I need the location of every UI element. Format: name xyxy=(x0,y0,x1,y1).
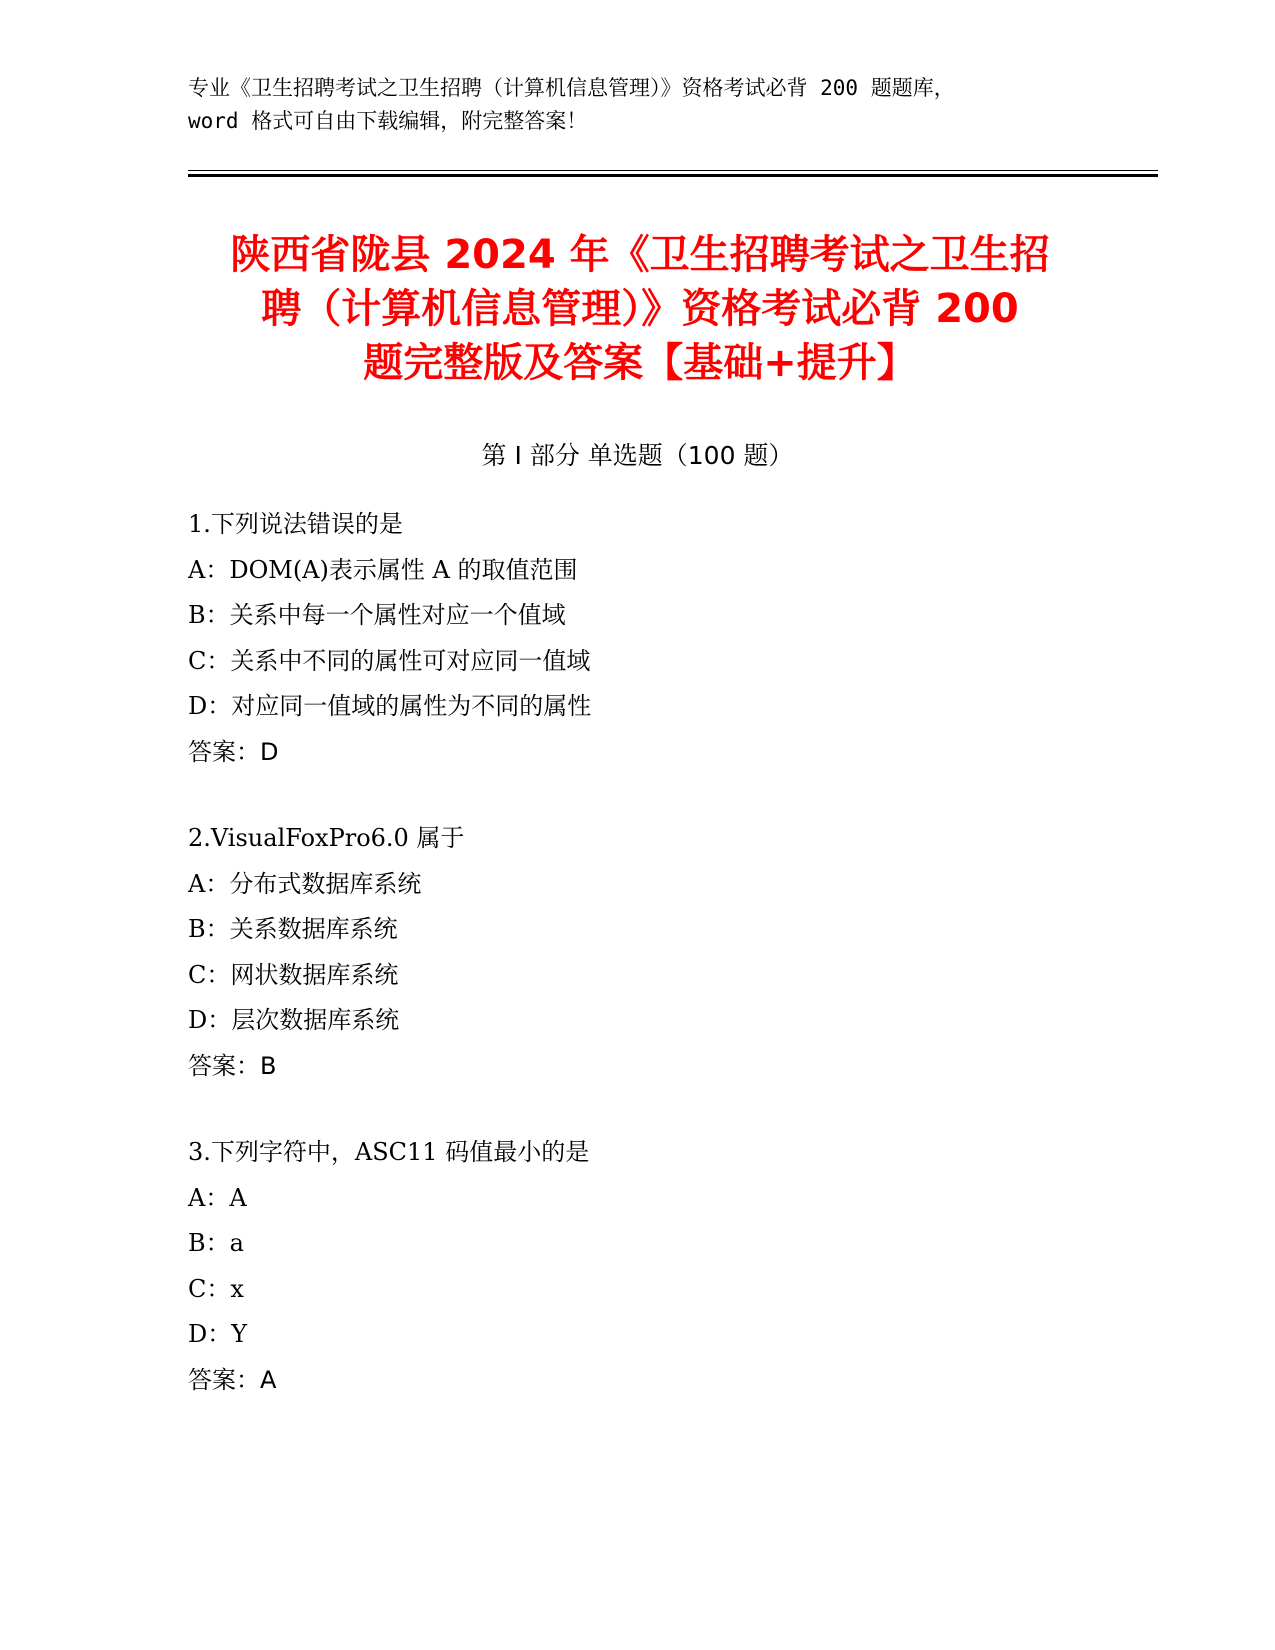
header-note xyxy=(188,72,1088,138)
section-title: 第 I 部分 单选题（100 题） xyxy=(481,441,794,470)
option-d: D：层次数据库系统 xyxy=(188,1006,400,1034)
header-note-line-2: word 格式可自由下载编辑，附完整答案！ xyxy=(188,109,588,133)
header-divider-top xyxy=(188,170,1158,171)
question-stem: 2.VisualFoxPro6.0 属于 xyxy=(188,824,465,852)
option-d: D：Y xyxy=(188,1320,248,1348)
question-stem: 1.下列说法错误的是 xyxy=(188,510,403,538)
question-1 xyxy=(188,502,1088,775)
option-a: A：DOM(A)表示属性 A 的取值范围 xyxy=(188,555,578,584)
document-title-line-2: 聘（计算机信息管理）》资格考试必背 200 xyxy=(261,286,1019,332)
question-3 xyxy=(188,1130,1088,1403)
option-d: D：对应同一值域的属性为不同的属性 xyxy=(188,692,592,720)
option-c: C：关系中不同的属性可对应同一值域 xyxy=(188,646,591,675)
document-title-line-1: 陕西省陇县 2024 年《卫生招聘考试之卫生招 xyxy=(230,232,1050,278)
option-a: A：分布式数据库系统 xyxy=(188,869,422,898)
answer: 答案：B xyxy=(188,1051,277,1080)
document-title-line-3: 题完整版及答案【基础+提升】 xyxy=(363,340,917,386)
answer: 答案：A xyxy=(188,1365,277,1394)
document-title xyxy=(160,228,1120,390)
header-note-line-1: 专业《卫生招聘考试之卫生招聘（计算机信息管理）》资格考试必背 200 题题库， xyxy=(188,76,955,100)
option-c: C：网状数据库系统 xyxy=(188,960,399,989)
question-stem: 3.下列字符中，ASC11 码值最小的是 xyxy=(188,1138,590,1166)
question-2 xyxy=(188,816,1088,1089)
option-b: B：关系数据库系统 xyxy=(188,915,398,943)
option-b: B：关系中每一个属性对应一个值域 xyxy=(188,601,566,629)
header-divider-bottom xyxy=(188,174,1158,177)
answer: 答案：D xyxy=(188,737,279,766)
option-a: A：A xyxy=(188,1183,247,1212)
option-c: C：x xyxy=(188,1274,244,1303)
option-b: B：a xyxy=(188,1229,244,1257)
